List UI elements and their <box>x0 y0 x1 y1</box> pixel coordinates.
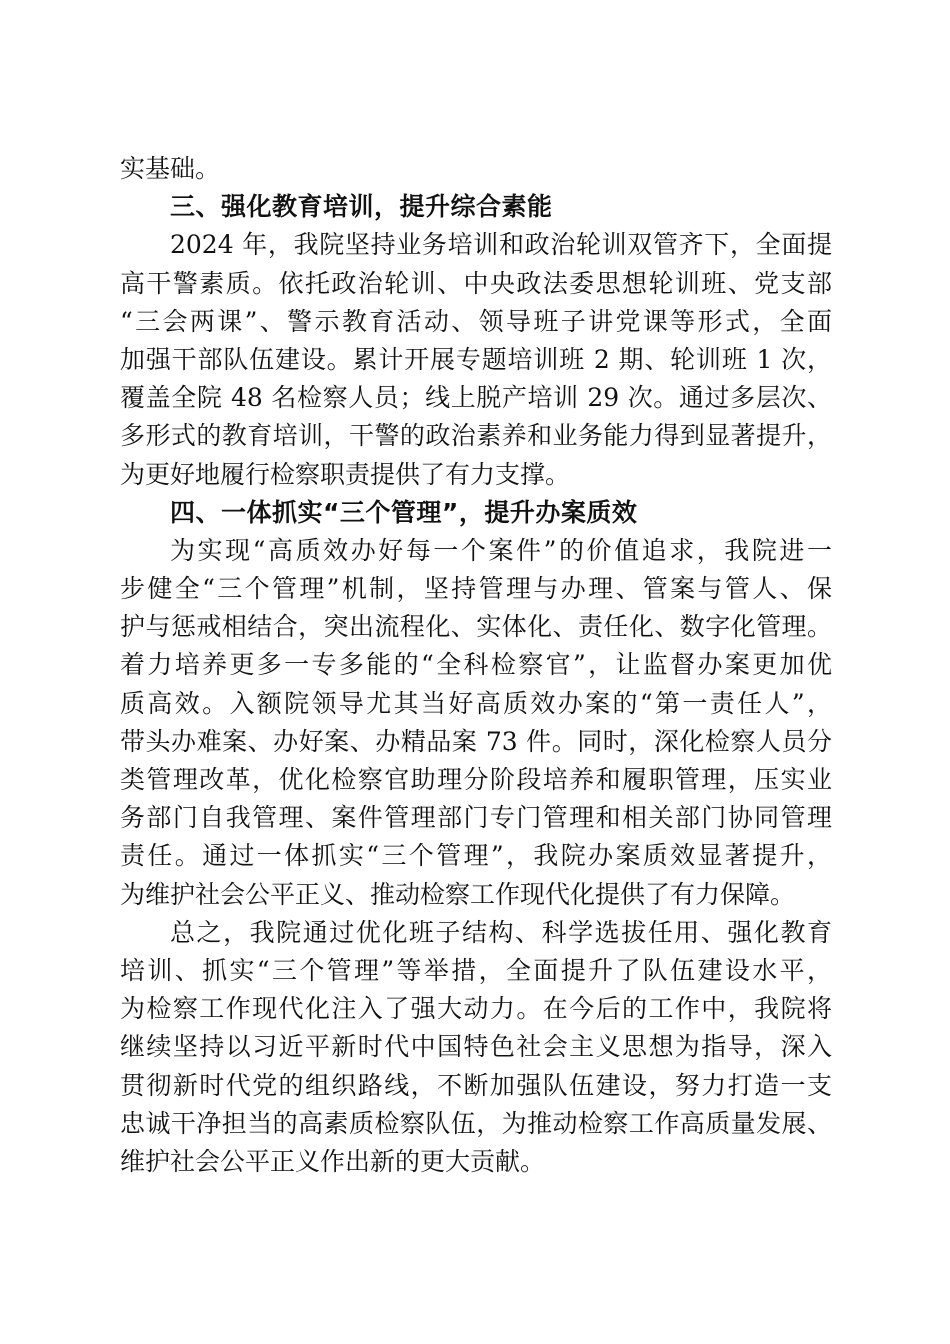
paragraph-line: 培训、抓实“三个管理”等举措，全面提升了队伍建设水平， <box>120 955 832 985</box>
paragraph-line: 为检察工作现代化注入了强大动力。在今后的工作中，我院将 <box>120 994 832 1024</box>
paragraph-line: 2024 年，我院坚持业务培训和政治轮训双管齐下，全面提 <box>170 230 832 260</box>
section-heading-management: 四、一体抓实“三个管理”，提升办案质效 <box>170 497 638 527</box>
paragraph-line: 带头办难案、办好案、办精品案 73 件。同时，深化检察人员分 <box>120 726 832 756</box>
paragraph-line: “三会两课”、警示教育活动、领导班子讲党课等形式，全面 <box>120 306 832 336</box>
paragraph-line: 忠诚干净担当的高素质检察队伍，为推动检察工作高质量发展、 <box>120 1108 832 1138</box>
paragraph-line: 维护社会公平正义作出新的更大贡献。 <box>120 1146 546 1176</box>
paragraph-line: 责任。通过一体抓实“三个管理”，我院办案质效显著提升， <box>120 841 832 871</box>
paragraph-line: 高干警素质。依托政治轮训、中央政法委思想轮训班、党支部 <box>120 268 832 298</box>
paragraph-training <box>120 226 832 493</box>
paragraph-line: 为维护社会公平正义、推动检察工作现代化提供了有力保障。 <box>120 879 796 909</box>
paragraph-line: 着力培养更多一专多能的“全科检察官”，让监督办案更加优 <box>120 650 832 680</box>
paragraph-line: 加强干部队伍建设。累计开展专题培训班 2 期、轮训班 1 次， <box>120 344 832 374</box>
paragraph-line: 继续坚持以习近平新时代中国特色社会主义思想为指导，深入 <box>120 1032 832 1062</box>
paragraph-management <box>120 532 832 914</box>
paragraph-line: 质高效。入额院领导尤其当好高质效办案的“第一责任人”， <box>120 688 832 718</box>
paragraph-conclusion <box>120 914 832 1181</box>
paragraph-line: 覆盖全院 48 名检察人员；线上脱产培训 29 次。通过多层次、 <box>120 383 832 413</box>
document-body <box>120 150 832 1181</box>
paragraph-line: 类管理改革，优化检察官助理分阶段培养和履职管理，压实业 <box>120 765 832 794</box>
paragraph-line: 为更好地履行检察职责提供了有力支撑。 <box>120 459 571 489</box>
paragraph-line: 实基础。 <box>120 154 221 183</box>
paragraph-line: 贯彻新时代党的组织路线，不断加强队伍建设，努力打造一支 <box>120 1070 832 1100</box>
paragraph-line: 总之，我院通过优化班子结构、科学选拔任用、强化教育 <box>170 917 832 947</box>
paragraph-line: 多形式的教育培训，干警的政治素养和业务能力得到显著提升， <box>120 421 832 451</box>
paragraph-line: 务部门自我管理、案件管理部门专门管理和相关部门协同管理 <box>120 803 832 833</box>
paragraph-line: 步健全“三个管理”机制，坚持管理与办理、管案与管人、保 <box>120 574 832 604</box>
section-heading-training: 三、强化教育培训，提升综合素能 <box>170 192 553 222</box>
paragraph-line: 为实现“高质效办好每一个案件”的价值追求，我院进一 <box>170 535 832 565</box>
paragraph-line: 护与惩戒相结合，突出流程化、实体化、责任化、数字化管理。 <box>120 612 832 642</box>
